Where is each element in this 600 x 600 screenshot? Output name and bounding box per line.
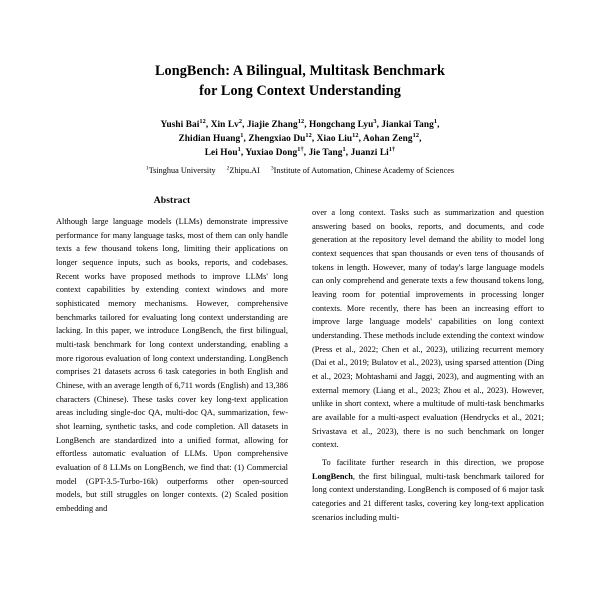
author-line-3: Lei Hou$^1$, Yuxiao Dong$^{1\dagger}$, Jie Tang$^1$, Juanzi $Li^{1\dagger}$ [204,146,396,159]
column-left [56,195,288,587]
intro-paragraph-continued: over a long context. Tasks such as summarization and question answering based on books, reports, and documents, and code generation at the repository level demand the ability to model long context sequences that span thousands or even tens of thousands of tokens in length. However, many of today's large language models can only comprehend and generate texts a few thousand tokens long, leaving room for potential improvements in processing longer contexts. More recently, there has been an increasing effort to improve large language models' capabilities on long context understanding. These methods include extending the context window (Press et al., 2022; Chen et al., 2023), utilizing recurrent memory (Dai et al., 2019; Bulatov et al., 2023), using sparsed attention (Ding et al., 2023; Mohtashami and Jaggi, 2023), and augmenting with an external memory (Liang et al., 2023; Zhou et al., 2023). However, unlike in short context, where a multitude of multi-task benchmarks are available for a multi-aspect evaluation (Hendrycks et al., 2021; Srivastava et al., 2023), there is no such benchmark on longer context. [312,207,544,450]
title-line-1: LongBench: A Bilingual, Multitask Benchmark [154,63,446,79]
author-name: Yushi Bai [160,120,200,131]
author-affiliation-marker: 12 [412,132,420,140]
intro-paragraph-two [312,456,544,524]
abstract-text: Although large language models (LLMs) demonstrate impressive performance for many language tasks, most of them can only handle texts a few thousand tokens long, limiting their applications on longer sequence inputs, such as books, reports, and codebases. Recent works have proposed methods to improve LLMs' long context capabilities by extending context windows and more sophisticated memory mechanisms. However, comprehensive benchmarks tailored for evaluating long context understanding are lacking. In this paper, we introduce LongBench, the first bilingual, multi-task benchmark for long context understanding, enabling a more rigorous evaluation of long context understanding. LongBench comprises 21 datasets across 6 task categories in both English and Chinese, with an average length of 6,711 words (English) and 13,386 characters (Chinese). These tasks cover key long-text application areas including single-doc QA, multi-doc QA, summarization, few-shot learning, synthetic tasks, and code completion. All datasets in LongBench are standardized into a unified format, allowing for effortless automatic evaluation of LLMs. Upon comprehensive evaluation of 8 LLMs on LongBench, we find that: (1) Commercial model (GPT-3.5-Turbo-16k) outperforms other open-sourced models, but still struggles on longer contexts. (2) Scaled position embedding and [56,216,288,513]
author-name: Lei Hou [204,148,238,159]
author-name: Jiajie Zhang [246,120,298,131]
intro-p2-suffix: , the first bilingual, multi-task benchmark tailored for long context understanding. LongBench is composed of 6 major task categories and 21 different tasks, covering key long-text application scenarios including multi- [312,471,544,522]
page-title [56,62,544,101]
affiliation-item [271,166,454,175]
column-right [312,195,544,587]
author-name: Zhengxiao Du [248,134,306,145]
author-name: Jiankai Tang [381,120,434,131]
abstract-heading: Abstract [153,194,191,206]
author-name: Zhidian Huang [178,134,241,145]
author-affiliation-marker: 12 [352,132,359,140]
author-name: Juanzi Li [350,148,389,159]
author-name: Aohan Zeng [362,134,413,145]
author-name: Hongchang Lyu [309,120,374,131]
title-line-2: for Long Context Understanding [199,82,401,99]
affiliations-line [56,165,544,177]
author-name: Jie Tang [308,148,343,159]
affiliation-marker: 3 [270,164,274,171]
author-affiliation-marker: 2 [238,118,243,126]
author-affiliation-marker: 1 [240,132,244,140]
body-columns [56,195,544,587]
affiliation-marker: 1 [145,164,149,171]
author-affiliation-marker: 1 [342,146,346,154]
author-affiliation-marker: 1 [237,146,241,154]
authors-block [56,118,544,177]
author-affiliation-marker: 1† [297,146,304,154]
affiliation-item [227,166,260,175]
longbench-bold-mention: LongBench [312,471,353,481]
column-right-spacer [312,195,544,206]
author-affiliation-marker: 12 [305,132,312,140]
affiliation-item [146,166,216,175]
intro-p2-prefix: To facilitate further research in this direction, we propose [322,457,544,467]
author-name: Xiao Liu [316,134,353,145]
author-line-1: Yushi Bai$^{12}$, Xin Lv$^2$, Jiajie Zhang$^{12}$, Hongchang Lyu$^3$, Jiankai Tang$^1$, [160,118,440,131]
author-affiliation-marker: 3 [373,118,377,126]
author-affiliation-marker: 1† [388,146,396,154]
author-affiliation-marker: 12 [199,118,206,126]
author-name: Xin Lv [210,120,239,131]
author-affiliation-marker: 1 [433,118,438,126]
author-name: Yuxiao Dong [245,148,298,159]
affiliation-name: Zhipu.AI [229,165,260,175]
affiliation-name: Institute of Automation, Chinese Academy of Sciences [273,165,455,175]
author-affiliation-marker: 12 [297,118,305,126]
affiliation-marker: 2 [226,164,230,171]
affiliation-name: Tsinghua University [148,165,216,175]
author-line-2: Zhidian Huang$^1$, Zhengxiao Du$^{12}$, Xiao Liu$^{12}$, Aohan Zeng$^{12}$, [178,132,422,145]
title-block [56,0,544,101]
